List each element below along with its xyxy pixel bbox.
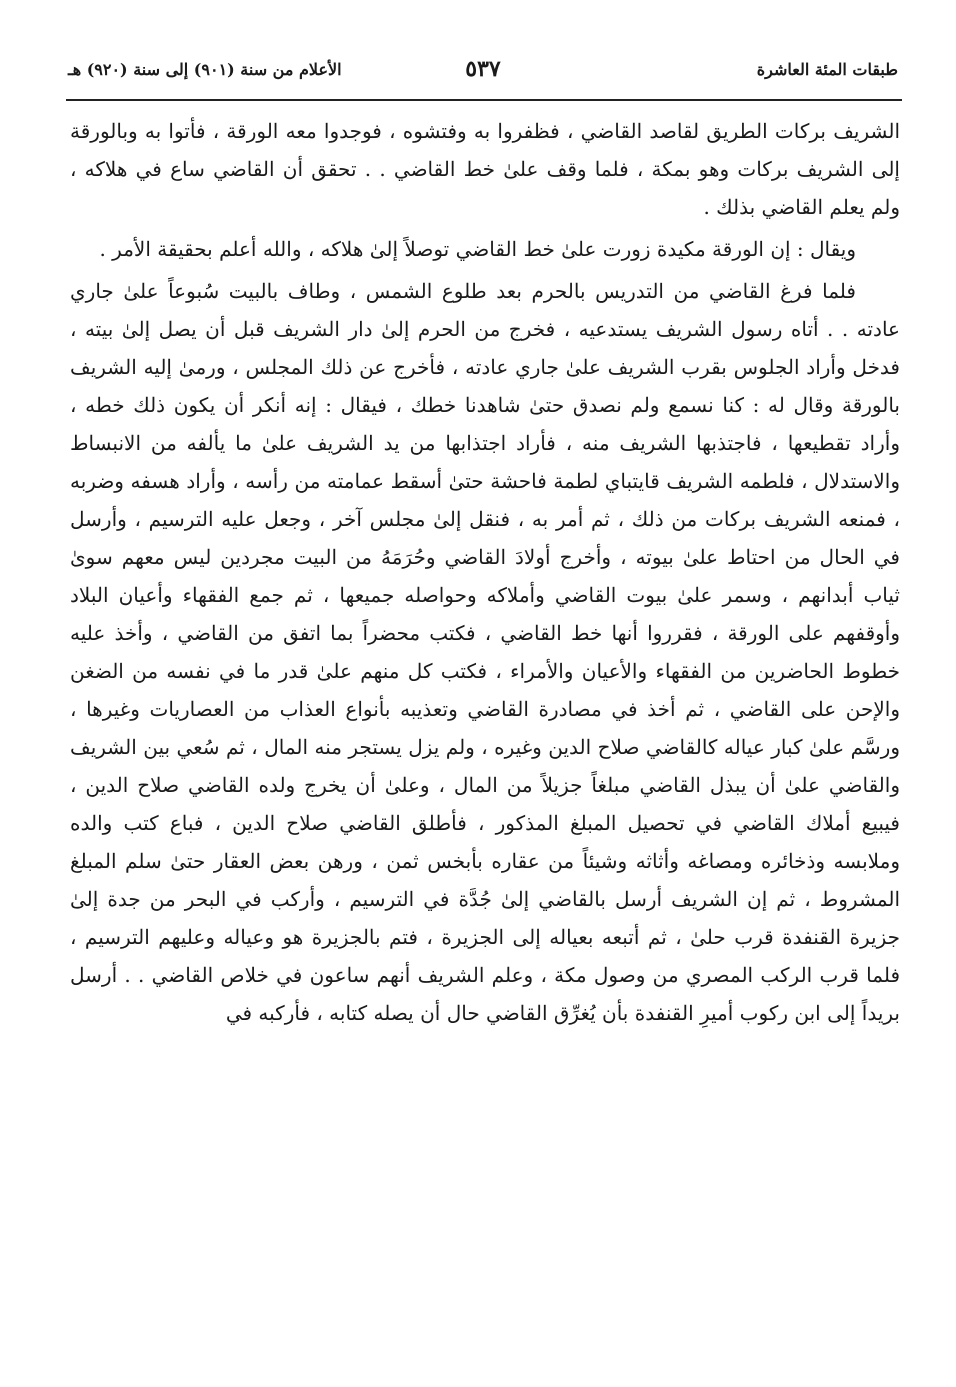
paragraph-3: فلما فرغ القاضي من التدريس بالحرم بعد طلوع الشمس ، وطاف بالبيت سُبوعاً علىٰ جاري عادته . . أتاه رسول الشريف يستدعيه ، فخرج من الحرم إلىٰ دار الشريف قبل أن يصل إلىٰ بيته ، فدخل وأراد الجلوس بقرب الشريف علىٰ جاري عادته ، فأخرج عن ذلك المجلس ، ورمىٰ إليه الشريف بالورقة وقال له : كنا نسمع ولم نصدق حتىٰ شاهدنا خطك ، فيقال : إنه أنكر أن يكون ذلك خطه ، وأراد تقطيعها ، فاجتذبها الشريف منه ، فأراد اجتذابها من يد الشريف علىٰ ما يألفه من الانبساط والاستدلال ، فلطمه الشريف قايتباي لطمة فاحشة حتىٰ أسقط عمامته من رأسه ، وأراد هسفه وضربه ، فمنعه الشريف بركات من ذلك ، ثم أمر به ، فنقل إلىٰ مجلس آخر ، وجعل عليه الترسيم ، وأرسل في الحال من احتاط علىٰ بيوته ، وأخرج أولادَ القاضي وحُرَمَهُ من البيت مجردين ليس معهم سوىٰ ثياب أبدانهم ، وسمر علىٰ بيوت القاضي وأملاكه وحواصله جميعها ، ثم جمع الفقهاء وأعيان البلاد وأوقفهم على الورقة ، فقرروا أنها خط القاضي ، فكتب محضراً بما اتفق من القاضي ، وأخذ عليه خطوط الحاضرين من الفقهاء والأعيان والأمراء ، فكتب كل منهم علىٰ قدر ما في نفسه من الضغن والإحن على القاضي ، ثم أخذ في مصادرة القاضي وتعذيبه بأنواع العذاب من العصاريات وغيرها ، ورسَّم علىٰ كبار عياله كالقاضي صلاح الدين وغيره ، ولم يزل يستجر منه المال ، ثم سُعي بين الشريف والقاضي علىٰ أن يبذل القاضي مبلغاً جزيلاً من المال ، وعلىٰ أن يخرج ولده القاضي صلاح الدين ، فيبيع أملاك القاضي في تحصيل المبلغ المذكور ، فأطلق القاضي صلاح الدين ، فباع كتب والده وملابسه وذخائره ومصاغه وأثاثه وشيئاً من عقاره بأبخس ثمن ، ورهن بعض العقار حتىٰ سلم المبلغ المشروط ، ثم إن الشريف أرسل بالقاضي إلىٰ جُدَّة في الترسيم ، وأركب في البحر من جدة إلىٰ جزيرة القنفدة قرب حلىٰ ، ثم أتبعه بعياله إلى الجزيرة ، فتم بالجزيرة هو وعياله وعليهم الترسيم ، فلما قرب الركب المصري من وصول مكة ، وعلم الشريف أنهم ساعون في خلاص القاضي . . أرسل بريداً إلى ابن ركوب أميرِ القنفدة بأن يُغرِّق القاضي حال أن يصله كتابه ، فأركبه في xyxy=(70,279,900,1025)
paragraph-2: ويقال : إن الورقة مكيدة زورت علىٰ خط القاضي توصلاً إلىٰ هلاكه ، والله أعلم بحقيقة الأمر . xyxy=(99,237,856,261)
running-header xyxy=(68,56,898,96)
main-text xyxy=(70,112,900,1032)
header-rule xyxy=(66,99,902,101)
paragraph-1: الشريف بركات الطريق لقاصد القاضي ، فظفروا به وفتشوه ، فوجدوا معه الورقة ، فأتوا به وبالورقة إلى الشريف بركات وهو بمكة ، فلما وقف علىٰ خط القاضي . . تحقق أن القاضي ساع في هلاكه ، ولم يعلم القاضي بذلك . xyxy=(70,119,900,219)
section-title: طبقات المئة العاشرة xyxy=(756,60,898,79)
running-title: الأعلام من سنة (٩٠١) إلى سنة (٩٢٠) هـ xyxy=(68,60,342,79)
page-number: ٥٣٧ xyxy=(465,56,501,82)
